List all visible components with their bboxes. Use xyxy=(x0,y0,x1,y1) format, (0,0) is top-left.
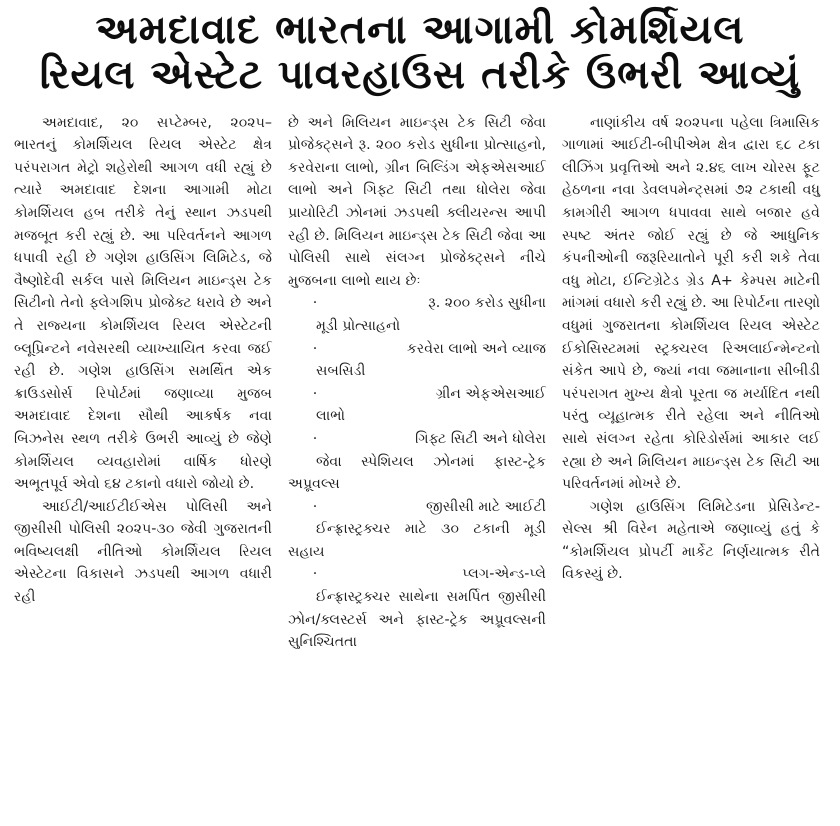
bullet-text: પ્લગ-એન્ડ-પ્લે xyxy=(462,566,546,583)
bullet-marker: · xyxy=(312,430,318,447)
headline xyxy=(14,8,826,98)
bullet-continuation: મૂડી પ્રોત્સાહનો xyxy=(316,317,401,334)
bullet-continuation: ઈન્ફ્રાસ્ટ્રક્ચર સાથેના સમર્પિત જીસીસી ઝોન/ક્લસ્ટર્સ અને ફાસ્ટ-ટ્રેક અપ્રૂવલ્સની સુનિશ્ચિતતા xyxy=(288,589,546,651)
benefit-bullet-4 xyxy=(288,428,546,451)
column-3 xyxy=(562,112,820,654)
column-1 xyxy=(14,112,272,654)
bullet-text: રૂ. ૨૦૦ કરોડ સુધીના xyxy=(428,295,546,312)
benefit-bullet-1 xyxy=(288,292,546,315)
column-2 xyxy=(288,112,546,654)
benefit-bullet-3 xyxy=(288,383,546,406)
headline-line-1: અમદાવાદ ભારતના આગામી કોમર્શિયલ xyxy=(95,7,745,53)
bullet-text: જીસીસી માટે આઈટી xyxy=(425,498,546,515)
article-columns xyxy=(14,112,826,654)
bullet-text: કરવેરા લાભો અને વ્યાજ xyxy=(406,340,546,357)
bullet-continuation: લાભો xyxy=(316,408,346,425)
benefit-bullet-2 xyxy=(288,338,546,361)
bullet-continuation: જેવા સ્પેશિયલ ઝોનમાં ફાસ્ટ-ટ્રેક અપ્રૂવલ્સ xyxy=(288,453,546,493)
bullet-marker: · xyxy=(312,566,318,583)
bullet-marker: · xyxy=(312,340,318,357)
benefit-bullet-6 xyxy=(288,563,546,586)
bullet-marker: · xyxy=(312,498,318,515)
column-3-paragraph-2: ગણેશ હાઉસિંગ લિમિટેડના પ્રેસિડેન્ટ-સેલ્સ શ્રી વિરેન મહેતાએ જણાવ્યું હતું કે “કોમર્શિયલ પ્રોપર્ટી માર્કેટ નિર્ણયાત્મક રીતે વિકસ્યું છે. xyxy=(562,498,820,583)
column-1-paragraph-2: આઈટી/આઈટીઈએસ પોલિસી અને જીસીસી પોલિસી ૨૦૨૫-૩૦ જેવી ગુજરાતની ભવિષ્યલક્ષી નીતિઓ કોમર્શિયલ રિયલ એસ્ટેટના વિકાસને ઝડપથી આગળ વધારી રહી xyxy=(14,498,272,606)
bullet-text: ગિફ્ટ સિટી અને ધોલેરા xyxy=(415,430,546,447)
headline-line-2: રિયલ એસ્ટેટ પાવરહાઉસ તરીકે ઉભરી આવ્યું xyxy=(39,51,801,98)
column-1-paragraph-1: અમદાવાદ, ૨૦ સપ્ટેમ્બર, ૨૦૨૫–ભારતનું કોમર્શિયલ રિયલ એસ્ટેટ ક્ષેત્ર પરંપરાગત મેટ્રો શહેરોથી આગળ વધી રહ્યું છે ત્યારે અમદાવાદ દેશના આગામી મોટા કોમર્શિયલ હબ તરીકે તેનું સ્થાન ઝડપથી મજબૂત કરી રહ્યું છે. આ પરિવર્તનને આગળ ધપાવી રહી છે ગણેશ હાઉસિંગ લિમિટેડ, જે વૈષ્ણોદેવી સર્કલ પાસે મિલિયન માઇન્ડ્સ ટેક સિટીનો તેનો ફ્લેગશિપ પ્રોજેક્ટ ધરાવે છે અને તે રાજ્યના કોમર્શિયલ રિયલ એસ્ટેટની બ્લૂપ્રિન્ટને નવેસરથી વ્યાખ્યાયિત કરવા જઈ રહી છે. ગણેશ હાઉસિંગ સમર્થિત એક ક્રાઉડસોર્સ રિપોર્ટમાં જણાવ્યા મુજબ અમદાવાદ દેશના સૌથી આકર્ષક નવા બિઝનેસ સ્થળ તરીકે ઉભરી આવ્યું છે જેણે કોમર્શિયલ વ્યવહારોમાં વાર્ષિક ધોરણે અભૂતપૂર્વ એવો ૬૪ ટકાનો વધારો જોયો છે. xyxy=(14,114,272,493)
bullet-text: ગ્રીન એફએસઆઈ xyxy=(435,385,546,402)
column-2-paragraph-1: છે અને મિલિયન માઇન્ડ્સ ટેક સિટી જેવા પ્રોજેક્ટ્સને રૂ. ૨૦૦ કરોડ સુધીના પ્રોત્સાહનો, કરવેરાના લાભો, ગ્રીન બિલ્ડિંગ એફએસઆઈ લાભો અને ગિફ્ટ સિટી તથા ધોલેરા જેવા પ્રાયોરિટી ઝોનમાં ઝડપથી ક્લીયરન્સ આપી રહી છે. મિલિયન માઇન્ડ્સ ટેક સિટી જેવા આ પોલિસી સાથે સંલગ્ન પ્રોજેક્ટ્સને નીચે મુજબના લાભો થાય છેઃ xyxy=(288,114,546,289)
bullet-continuation: ઈન્ફ્રાસ્ટ્રક્ચર માટે ૩૦ ટકાની મૂડી સહાય xyxy=(288,521,546,560)
bullet-marker: · xyxy=(312,295,318,312)
benefit-bullet-5 xyxy=(288,496,546,519)
column-3-paragraph-1: નાણાંકીય વર્ષ ૨૦૨૫ના પહેલા ત્રિમાસિક ગાળામાં આઈટી-બીપીએમ ક્ષેત્ર દ્વારા ૬૮ ટકા લીઝિંગ પ્રવૃત્તિઓ અને ૨.૪૬ લાખ ચોરસ ફૂટ હેઠળના નવા ડેવલપમેન્ટ્સમાં ૭૨ ટકાથી વધુ કામગીરી આગળ ધપાવવા સાથે બજાર હવે સ્પષ્ટ અંતર જોઈ રહ્યું છે જે આધુનિક કંપનીઓની જરૂરિયાતોને પૂરી કરી શકે તેવા વધુ મોટા, ઈન્ટિગ્રેટેડ ગ્રેડ A+ કેમ્પસ માટેની માંગમાં વધારો કરી રહ્યું છે. આ રિપોર્ટના તારણો વધુમાં ગુજરાતના કોમર્શિયલ રિયલ એસ્ટેટ ઈકોસિસ્ટમમાં સ્ટ્રક્ચરલ રિઅલાઈન્મેન્ટનો સંકેત આપે છે, જ્યાં નવા જમાનાના સીબીડી પરંપરાગત મુખ્ય ક્ષેત્રો પૂરતા જ મર્યાદિત નથી પરંતુ વ્યૂહાત્મક રીતે રહેલા અને નીતિઓ સાથે સંલગ્ન રહેતા કોરિડોર્સમાં આકાર લઈ રહ્યા છે અને મિલિયન માઇન્ડ્સ ટેક સિટી આ પરિવર્તનમાં મોખરે છે. xyxy=(562,114,820,493)
bullet-marker: · xyxy=(312,385,318,402)
bullet-continuation: સબસિડી xyxy=(316,363,366,380)
